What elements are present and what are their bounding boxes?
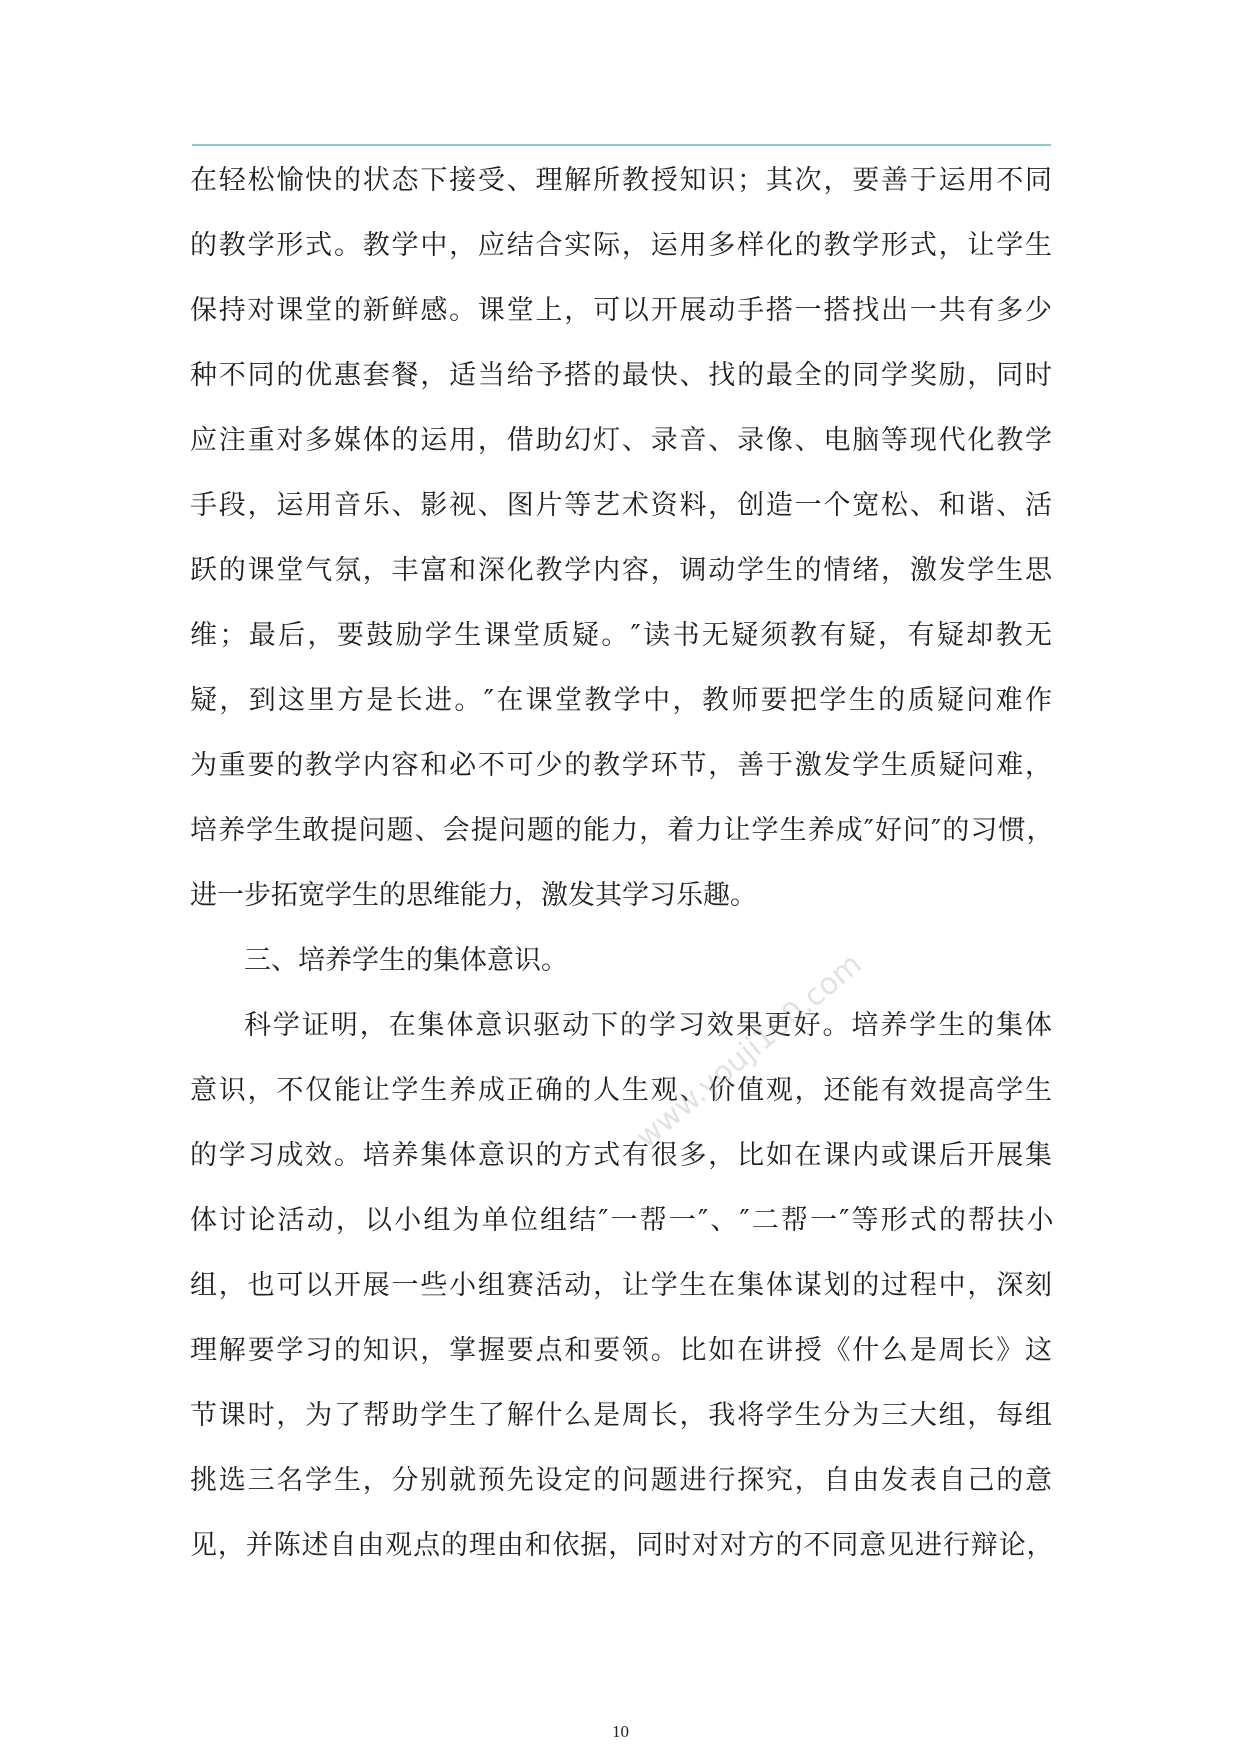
- text-line: 的教学形式。教学中，应结合实际，运用多样化的教学形式，让学生: [190, 230, 1052, 261]
- text-line: 跃的课堂气氛，丰富和深化教学内容，调动学生的情绪，激发学生思: [190, 555, 1052, 586]
- paragraph: [190, 993, 1052, 1578]
- watermark: www.youji100.com: [629, 946, 869, 1156]
- text-line: 见，并陈述自由观点的理由和依据，同时对对方的不同意见进行辩论，: [190, 1530, 1052, 1561]
- text-line: 疑，到这里方是长进。″在课堂教学中，教师要把学生的质疑问难作: [190, 685, 1052, 716]
- text-line: 进一步拓宽学生的思维能力，激发其学习乐趣。: [190, 880, 757, 911]
- text-line: 组，也可以开展一些小组赛活动，让学生在集体谋划的过程中，深刻: [190, 1270, 1052, 1301]
- text-line: 维；最后，要鼓励学生课堂质疑。″读书无疑须教有疑，有疑却教无: [190, 620, 1052, 651]
- text-line: 的学习成效。培养集体意识的方式有很多，比如在课内或课后开展集: [190, 1140, 1052, 1171]
- text-line: 理解要学习的知识，掌握要点和要领。比如在讲授《什么是周长》这: [190, 1335, 1052, 1366]
- body-text: [190, 148, 1052, 1578]
- text-line: 科学证明，在集体意识驱动下的学习效果更好。培养学生的集体: [244, 1010, 1052, 1041]
- text-line: 种不同的优惠套餐，适当给予搭的最快、找的最全的同学奖励，同时: [190, 360, 1052, 391]
- text-line: 体讨论活动，以小组为单位组结″一帮一″、″二帮一″等形式的帮扶小: [190, 1205, 1052, 1236]
- paragraph: [190, 148, 1052, 928]
- text-line: 应注重对多媒体的运用，借助幻灯、录音、录像、电脑等现代化教学: [190, 425, 1052, 456]
- text-line: 在轻松愉快的状态下接受、理解所教授知识；其次，要善于运用不同: [190, 165, 1052, 196]
- text-line: 挑选三名学生，分别就预先设定的问题进行探究，自由发表自己的意: [190, 1465, 1052, 1496]
- header-rule: [192, 144, 1051, 146]
- page-number: 10: [612, 1722, 629, 1741]
- text-line: 培养学生敢提问题、会提问题的能力，着力让学生养成″好问″的习惯，: [190, 815, 1052, 846]
- text-line: 意识，不仅能让学生养成正确的人生观、价值观，还能有效提高学生: [190, 1075, 1052, 1106]
- text-line: 节课时，为了帮助学生了解什么是周长，我将学生分为三大组，每组: [190, 1400, 1052, 1431]
- section-heading: [190, 928, 1052, 993]
- text-line: 为重要的教学内容和必不可少的教学环节，善于激发学生质疑问难，: [190, 750, 1052, 781]
- text-line: 保持对课堂的新鲜感。课堂上，可以开展动手搭一搭找出一共有多少: [190, 295, 1052, 326]
- section-heading-text: 三、培养学生的集体意识。: [244, 945, 568, 976]
- text-line: 手段，运用音乐、影视、图片等艺术资料，创造一个宽松、和谐、活: [190, 490, 1052, 521]
